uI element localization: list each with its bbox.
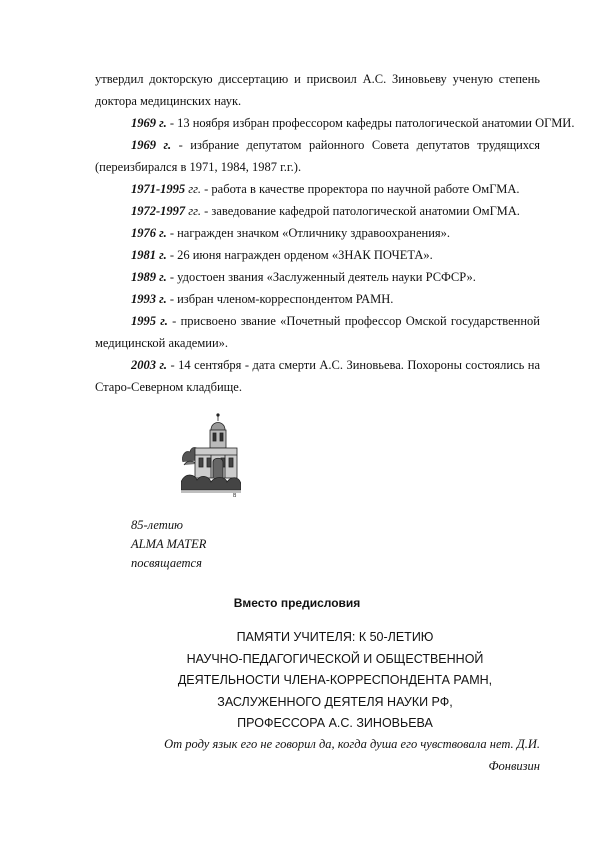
chronology-entry-1969-professor: [95, 112, 575, 134]
epigraph-quote: От роду язык его не говорил да, когда душа его чувствовала нет. Д.И.: [164, 737, 540, 751]
chronology-entry-1976: [95, 222, 540, 244]
epigraph-author: Фонвизин: [488, 759, 540, 773]
entry-year: 1969 г.: [131, 116, 167, 130]
chronology-entry-1993: [95, 288, 540, 310]
chronology-entry-1981: [95, 244, 540, 266]
entry-year: 2003 г.: [131, 358, 168, 372]
chronology-entry-1971-1995: [95, 178, 540, 200]
title-line: ЗАСЛУЖЕННОГО ДЕЯТЕЛЯ НАУКИ РФ,: [217, 694, 453, 709]
title-line: ПРОФЕССОРА А.С. ЗИНОВЬЕВА: [237, 716, 433, 730]
entry-year: 1971-1995: [131, 182, 186, 196]
entry-text: - избрание депутатом районного Совета депутатов трудящихся (переизбирался в 1971, 1984, 1987 г.г.).: [95, 138, 540, 174]
entry-year-suffix: гг.: [185, 204, 202, 218]
dedication-line: 85-летию: [131, 518, 183, 532]
chronology-entry-1969-deputy: [95, 134, 540, 178]
paragraph-text: утвердил докторскую диссертацию и присвоил А.С. Зиновьеву ученую степень доктора медицинских наук.: [95, 72, 540, 108]
entry-text: - работа в качестве проректора по научной работе ОмГМА.: [201, 182, 520, 196]
entry-text: - удостоен звания «Заслуженный деятель науки РСФСР».: [166, 270, 476, 284]
dedication-block: [131, 516, 206, 573]
entry-text: - избран членом-корреспондентом РАМН.: [166, 292, 394, 306]
dedication-line: посвящается: [131, 556, 202, 570]
chronology-entry-1989: [95, 266, 540, 288]
entry-text: - 14 сентября - дата смерти А.С. Зиновьева. Похороны состоялись на Старо-Северном кладбище.: [95, 358, 541, 394]
paragraph-continuation: [95, 68, 540, 112]
title-line: НАУЧНО-ПЕДАГОГИЧЕСКОЙ И ОБЩЕСТВЕННОЙ: [186, 651, 484, 666]
entry-text: - присвоено звание «Почетный профессор Омской государственной медицинской академии».: [95, 314, 540, 350]
svg-text:B: B: [233, 493, 237, 498]
entry-year: 1976 г.: [131, 226, 167, 240]
title-line: ПАМЯТИ УЧИТЕЛЯ: К 50-ЛЕТИЮ: [236, 630, 434, 644]
entry-year-suffix: гг.: [185, 182, 202, 196]
dedication-line: ALMA MATER: [131, 537, 207, 551]
memorial-title: [130, 627, 540, 735]
epigraph: [130, 733, 540, 777]
entry-text: - заведование кафедрой патологической анатомии ОмГМА.: [201, 204, 520, 218]
entry-year: 1993 г.: [131, 292, 167, 306]
entry-year: 1981 г.: [131, 248, 167, 262]
title-line: ДЕЯТЕЛЬНОСТИ ЧЛЕНА-КОРРЕСПОНДЕНТА РАМН,: [177, 673, 493, 687]
chronology-entry-1972-1997: [95, 200, 540, 222]
entry-year: 1972-1997: [131, 204, 186, 218]
entry-year: 1989 г.: [131, 270, 167, 284]
academy-building-sketch: [181, 410, 241, 498]
section-heading: Вместо предисловия: [233, 596, 361, 610]
entry-year: 1969 г.: [131, 138, 172, 152]
chronology-entry-2003: [95, 354, 540, 398]
chronology-entry-1995: [95, 310, 540, 354]
entry-text: - 26 июня награжден орденом «ЗНАК ПОЧЕТА».: [166, 248, 433, 262]
entry-year: 1995 г.: [131, 314, 168, 328]
entry-text: - награжден значком «Отличнику здравоохранения».: [166, 226, 451, 240]
entry-text: - 13 ноября избран профессором кафедры патологической анатомии ОГМИ.: [166, 116, 575, 130]
